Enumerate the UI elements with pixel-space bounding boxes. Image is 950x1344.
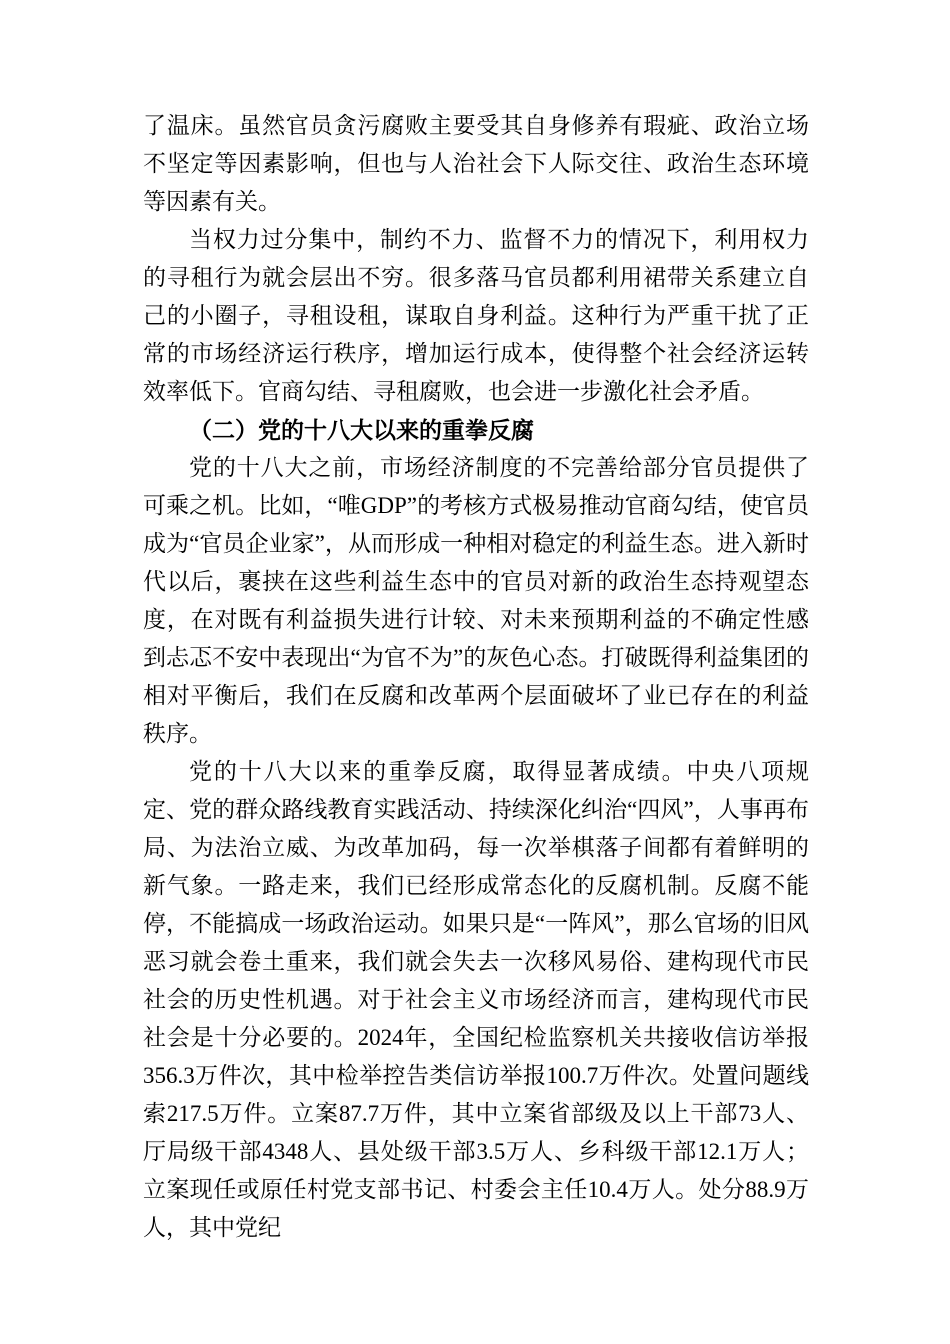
paragraph: 当权力过分集中，制约不力、监督不力的情况下，利用权力的寻租行为就会层出不穷。很多落马官员都利用裙带关系建立自己的小圈子，寻租设租，谋取自身利益。这种行为严重干扰了正常的市场经济运行秩序，增加运行成本，使得整个社会经济运转效率低下。官商勾结、寻租腐败，也会进一步激化社会矛盾。 — [143, 227, 809, 404]
section-heading: （二）党的十八大以来的重拳反腐 — [189, 417, 534, 443]
paragraph: 了温床。虽然官员贪污腐败主要受其自身修养有瑕疵、政治立场不坚定等因素影响，但也与人治社会下人际交往、政治生态环境等因素有关。 — [143, 113, 809, 214]
document-body — [143, 107, 809, 1247]
paragraph: 党的十八大以来的重拳反腐，取得显著成绩。中央八项规定、党的群众路线教育实践活动、持续深化纠治“四风”，人事再布局、为法治立威、为改革加码，每一次举棋落子间都有着鲜明的新气象。一路走来，我们已经形成常态化的反腐机制。反腐不能停，不能搞成一场政治运动。如果只是“一阵风”，那么官场的旧风恶习就会卷土重来，我们就会失去一次移风易俗、建构现代市民社会的历史性机遇。对于社会主义市场经济而言，建构现代市民社会是十分必要的。2024年，全国纪检监察机关共接收信访举报356.3万件次，其中检举控告类信访举报100.7万件次。处置问题线索217.5万件。立案87.7万件，其中立案省部级及以上干部73人、厅局级干部4348人、县处级干部3.5万人、乡科级干部12.1万人；立案现任或原任村党支部书记、村委会主任10.4万人。处分88.9万人，其中党纪 — [143, 759, 809, 1240]
paragraph: 党的十八大之前，市场经济制度的不完善给部分官员提供了可乘之机。比如，“唯GDP”的考核方式极易推动官商勾结，使官员成为“官员企业家”，从而形成一种相对稳定的利益生态。进入新时代以后，裹挟在这些利益生态中的官员对新的政治生态持观望态度，在对既有利益损失进行计较、对未来预期利益的不确定性感到忐忑不安中表现出“为官不为”的灰色心态。打破既得利益集团的相对平衡后，我们在反腐和改革两个层面破坏了业已存在的利益秩序。 — [143, 455, 809, 746]
